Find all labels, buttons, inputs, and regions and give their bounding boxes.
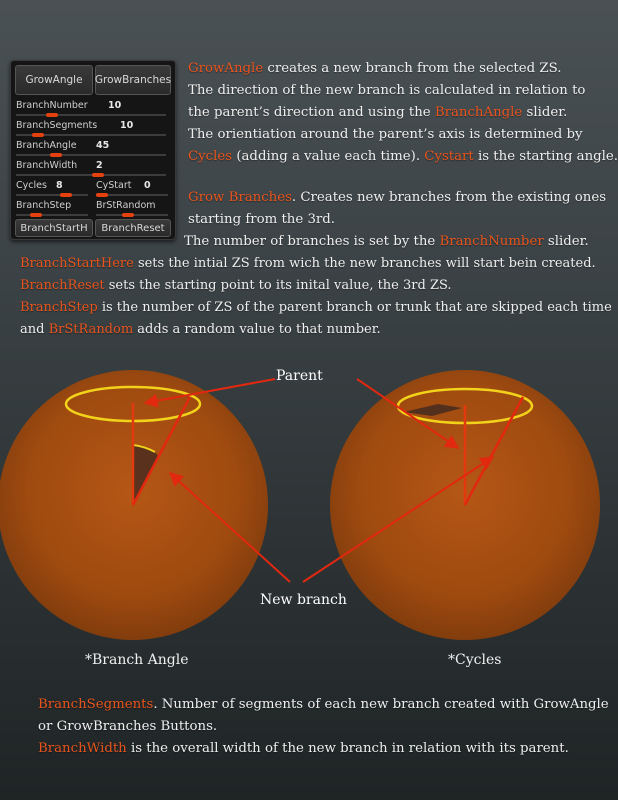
branch-diagram	[0, 360, 600, 680]
slider-track	[16, 214, 88, 216]
slider-track	[16, 174, 166, 176]
caption-branch-angle: *Branch Angle	[85, 652, 189, 668]
text: sets the intial ZS from wich the new branches will start bein created.	[133, 256, 596, 271]
slider-track	[16, 114, 166, 116]
text: is the overall width of the new branch in relation with its parent.	[126, 741, 569, 756]
slider-track	[16, 194, 88, 196]
text: and	[20, 322, 49, 337]
slider-label: BranchWidth	[16, 160, 78, 171]
slider-label: BranchStep	[16, 200, 72, 211]
keyword: Cycles	[188, 149, 233, 164]
slider-value: 45	[96, 140, 110, 151]
growangle-description	[188, 58, 618, 168]
keyword: BranchStartHere	[20, 256, 134, 271]
text: . Creates new branches from the existing ones	[291, 190, 607, 205]
branch-number-slider[interactable]	[16, 99, 166, 117]
keyword: BranchAngle	[434, 105, 523, 120]
keyword: BranchNumber	[439, 234, 544, 249]
text: creates a new branch from the selected ZS.	[263, 61, 562, 76]
text: sets the starting point to its inital value, the 3rd ZS.	[104, 278, 452, 293]
keyword: BranchStep	[20, 300, 98, 315]
branch-palette	[10, 60, 176, 240]
slider-value: 0	[144, 180, 151, 191]
slider-knob[interactable]	[32, 133, 44, 137]
branch-segments-slider[interactable]	[16, 119, 166, 137]
text: adds a random value to that number.	[133, 322, 381, 337]
segments-width-description	[38, 694, 609, 760]
slider-label: BranchNumber	[16, 100, 88, 111]
slider-knob[interactable]	[96, 193, 108, 197]
slider-label: BrStRandom	[96, 200, 156, 211]
text: slider.	[543, 234, 589, 249]
slider-knob[interactable]	[50, 153, 62, 157]
diagram-graphic	[0, 360, 600, 680]
text: The orientiation around the parent’s axis is determined by	[188, 127, 583, 142]
slider-label: Cycles	[16, 180, 47, 191]
slider-label: CyStart	[96, 180, 132, 191]
slider-value: 2	[96, 160, 103, 171]
grow-branches-button[interactable]: GrowBranches	[95, 65, 171, 95]
caption-cycles: *Cycles	[448, 652, 502, 668]
slider-knob[interactable]	[92, 173, 104, 177]
text: (adding a value each time).	[232, 149, 425, 164]
slider-value: 10	[120, 120, 134, 131]
text: or GrowBranches Buttons.	[38, 719, 218, 734]
parent-label: Parent	[276, 368, 323, 384]
text: is the starting angle.	[473, 149, 618, 164]
grow-angle-button[interactable]: GrowAngle	[15, 65, 93, 95]
growbranches-description	[184, 187, 607, 253]
text: The direction of the new branch is calculated in relation to	[188, 83, 586, 98]
branch-step-description	[20, 253, 612, 341]
text: starting from the 3rd.	[188, 212, 336, 227]
branch-width-slider[interactable]	[16, 159, 166, 177]
cystart-slider[interactable]	[96, 179, 168, 197]
slider-knob[interactable]	[122, 213, 134, 217]
branch-start-here-button[interactable]: BranchStartH	[15, 219, 93, 237]
branch-reset-button[interactable]: BranchReset	[95, 219, 171, 237]
keyword: Cystart	[424, 149, 474, 164]
slider-track	[16, 154, 166, 156]
keyword: BranchReset	[20, 278, 105, 293]
text: The number of branches is set by the	[184, 234, 440, 249]
text: . Number of segments of each new branch created with GrowAngle	[153, 697, 609, 712]
branch-angle-slider[interactable]	[16, 139, 166, 157]
branch-step-slider[interactable]	[16, 199, 88, 217]
keyword: GrowAngle	[188, 61, 264, 76]
text: slider.	[522, 105, 568, 120]
slider-knob[interactable]	[60, 193, 72, 197]
cycles-slider[interactable]	[16, 179, 88, 197]
text: is the number of ZS of the parent branch or trunk that are skipped each time	[97, 300, 612, 315]
slider-value: 10	[108, 100, 122, 111]
keyword: BranchWidth	[38, 741, 127, 756]
keyword: BranchSegments	[38, 697, 154, 712]
slider-label: BranchAngle	[16, 140, 77, 151]
slider-knob[interactable]	[30, 213, 42, 217]
slider-value: 8	[56, 180, 63, 191]
text: the parent’s direction and using the	[188, 105, 435, 120]
new-branch-label: New branch	[260, 592, 347, 608]
slider-label: BranchSegments	[16, 120, 98, 131]
keyword: BrStRandom	[48, 322, 134, 337]
brstrandom-slider[interactable]	[96, 199, 168, 217]
keyword: Grow Branches	[188, 190, 292, 205]
slider-knob[interactable]	[46, 113, 58, 117]
